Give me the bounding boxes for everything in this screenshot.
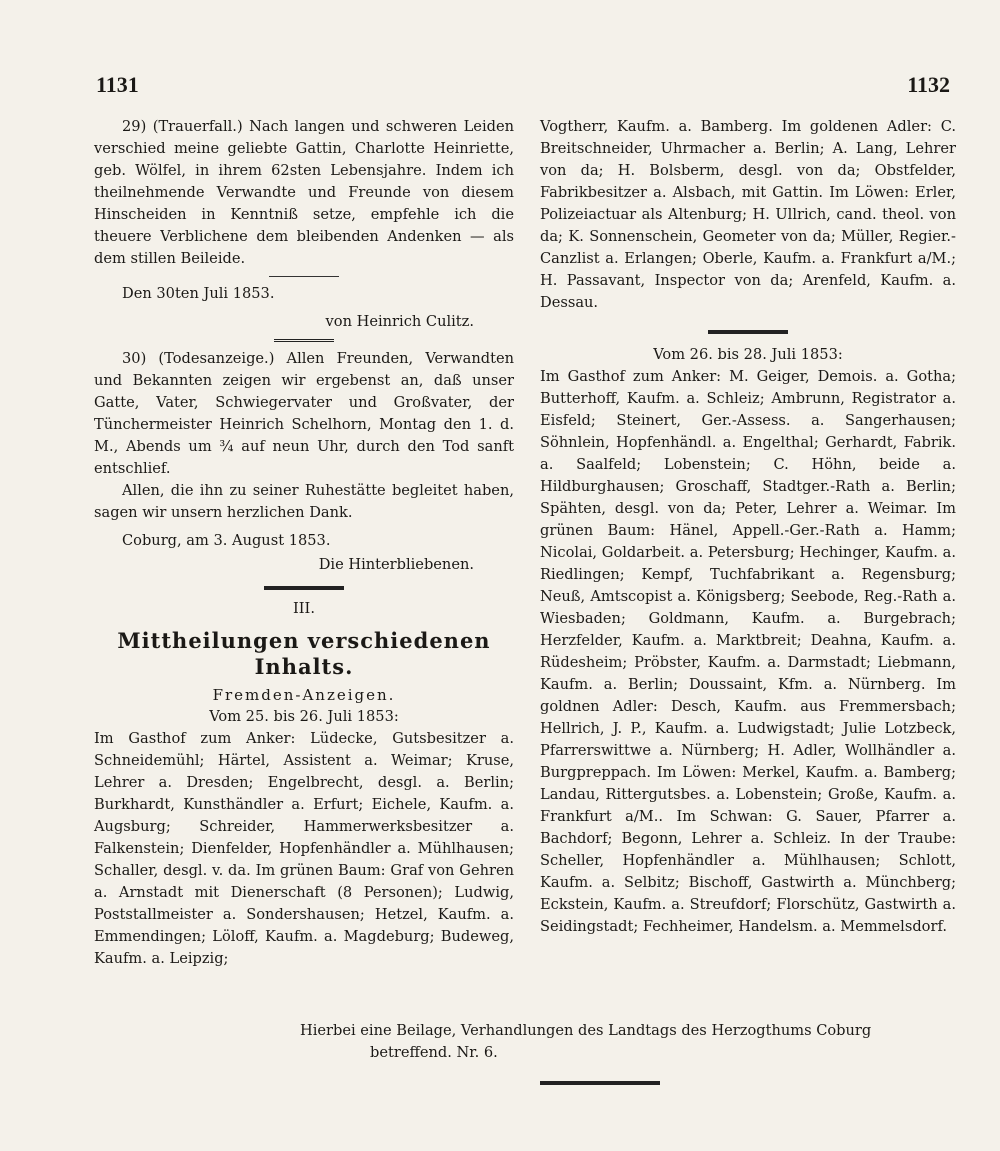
notice-29-date: Den 30ten Juli 1853. bbox=[122, 285, 275, 302]
notice-30-place-date: Coburg, am 3. August 1853. bbox=[122, 532, 331, 549]
guest-list-1: Im Gasthof zum Anker: Lüdecke, Gutsbesitzer a. Schneidemühl; Härtel, Assistent a. Weimar; Kruse, Lehrer a. Dresden; Engelbrecht, desgl. a. Berlin; Burkhardt, Kunsthändler a. Erfurt; Eichele, Kaufm. a. Augsburg; Schreider, Hammerwerksbesitzer a. Falkenstein; Dienfelder, Hopfenhändler a. Mühlhausen; Schaller, desgl. v. da. Im grünen Baum: Graf von Gehren a. Arnstadt mit Dienerschaft (8 Personen); Ludwig, Poststallmeister a. Sondershausen; Hetzel, Kaufm. a. Emmendingen; Löloff, Kaufm. a. Magdeburg; Budeweg, Kaufm. a. Leipzig; bbox=[94, 730, 514, 967]
footer-divider bbox=[540, 1081, 660, 1085]
notice-29-signature: von Heinrich Culitz. bbox=[325, 313, 474, 330]
notice-30-signature: Die Hinterbliebenen. bbox=[318, 556, 474, 573]
divider bbox=[269, 276, 339, 277]
guest-list-2: Im Gasthof zum Anker: M. Geiger, Demois. a. Gotha; Butterhoff, Kaufm. a. Schleiz; Ambrunn, Registrator a. Eisfeld; Steinert, Ger.-Assess. a. Sangerhausen; Söhnlein, Hopfenhändl. a. Engelthal; Gerhardt, Fabrik. a. Saalfeld; Lobenstein; C. Höhn, beide a. Hildburghausen; Groschaff, Stadtger.-Rath a. Berlin; Spähten, desgl. von da; Peter, Lehrer a. Weimar. Im grünen Baum: Hänel, Appell.-Ger.-Rath a. Hamm; Nicolai, Goldarbeit. a. Petersburg; Hechinger, Kaufm. a. Riedlingen; Kempf, Tuchfabrikant a. Regensburg; Neuß, Amtscopist a. Königsberg; Seebode, Reg.-Rath a. Wiesbaden; Goldmann, Kaufm. a. Burgebrach; Herzfelder, Kaufm. a. Marktbreit; Deahna, Kaufm. a. Rüdesheim; Pröbster, Kaufm. a. Darmstadt; Liebmann, Kaufm. a. Berlin; Doussaint, Kfm. a. Nürnberg. Im goldnen Adler: Desch, Kaufm. aus Fremmersbach; Hellrich, J. P., Kaufm. a. Ludwigstadt; Julie Lotzbeck, Pfarrerswittwe a. Nürnberg; H. Adler, Wollhändler a. Burgpreppach. Im Löwen: Merkel, Kaufm. a. Bamberg; Landau, Rittergutsbes. a. Lobenstein; Große, Kaufm. a. Frankfurt a/M.. Im Schwan: G. Sauer, Pfarrer a. Bachdorf; Begonn, Lehrer a. Schleiz. In der Traube: Scheller, Hopfenhändler a. Mühlhausen; Schlott, Kaufm. a. Selbitz; Bischoff, Gastwirth a. Münchberg; Eckstein, Kaufm. a. Streufdorf; Florschütz, Gastwirth a. Seidingstadt; Fechheimer, Handelsm. a. Memmelsdorf. bbox=[540, 368, 956, 935]
page-number-left: 1131 bbox=[96, 72, 139, 97]
supplement-line-1: Hierbei eine Beilage, Verhandlungen des Landtags des Herzogthums Coburg bbox=[300, 1022, 872, 1039]
subsection-title: Fremden-Anzeigen. bbox=[212, 686, 396, 704]
section-divider bbox=[264, 586, 344, 590]
section-title: Mittheilungen verschiedenen Inhalts. bbox=[117, 628, 491, 679]
supplement-notice bbox=[300, 1020, 950, 1064]
divider bbox=[274, 339, 334, 342]
notice-30-thanks: Allen, die ihn zu seiner Ruhestätte begleitet haben, sagen wir unsern herzlichen Dank. bbox=[94, 482, 514, 521]
right-column bbox=[540, 116, 956, 938]
notice-30-text: 30) (Todesanzeige.) Allen Freunden, Verwandten und Bekannten zeigen wir ergebenst an, daß unser Gatte, Vater, Schwiegervater und Großvater, der Tünchermeister Heinrich Schelhorn, Montag den 1. d. M., Abends um ¾ auf neun Uhr, durch den Tod sanft entschlief. bbox=[94, 350, 514, 477]
section-number: III. bbox=[293, 600, 315, 617]
section-divider bbox=[708, 330, 788, 334]
date-range-1: Vom 25. bis 26. Juli 1853: bbox=[209, 708, 399, 725]
supplement-line-2: betreffend. Nr. 6. bbox=[370, 1044, 498, 1061]
guest-list-1-continued: Vogtherr, Kaufm. a. Bamberg. Im goldenen Adler: C. Breitschneider, Uhrmacher a. Berlin; A. Lang, Lehrer von da; H. Bolsberm, desgl. von da; Obstfelder, Fabrikbesitzer a. Alsbach, mit Gattin. Im Löwen: Erler, Polizeiactuar als Altenburg; H. Ullrich, cand. theol. von da; K. Sonnenschein, Geometer von da; Müller, Regier.-Canzlist a. Erlangen; Oberle, Kaufm. a. Frankfurt a/M.; H. Passavant, Inspector von da; Arenfeld, Kaufm. a. Dessau. bbox=[540, 118, 956, 311]
page-number-right: 1132 bbox=[907, 72, 950, 97]
notice-29-text: 29) (Trauerfall.) Nach langen und schweren Leiden verschied meine geliebte Gattin, Charlotte Heinriette, geb. Wölfel, in ihrem 62sten Lebensjahre. Indem ich theilnehmende Verwandte und Freunde von diesem Hinscheiden in Kenntniß setze, empfehle ich die theuere Verblichene dem bleibenden Andenken — als dem stillen Beileide. bbox=[94, 118, 514, 267]
left-column bbox=[94, 116, 514, 970]
date-range-2: Vom 26. bis 28. Juli 1853: bbox=[653, 346, 843, 363]
